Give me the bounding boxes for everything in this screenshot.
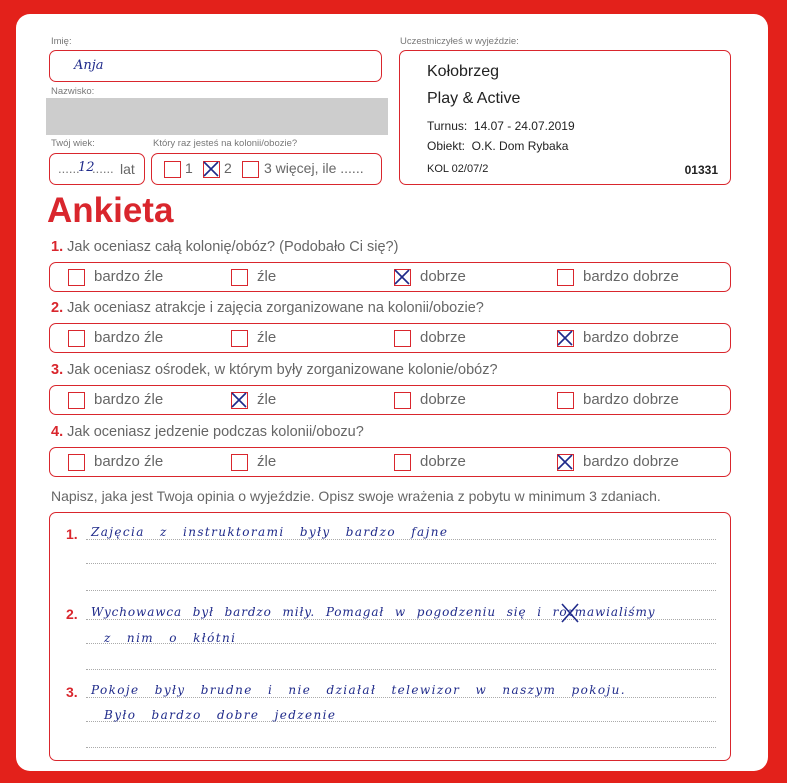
question-1-option-label: źle [257,268,277,285]
times-option-3: 3 więcej, ile ...... [264,160,364,176]
opinion-entry-text: Pokoje były brudne i nie działał telewizor w naszym pokoju. [91,683,627,697]
checkmark-x-icon [201,159,221,179]
question-4-option-label: źle [257,453,277,470]
question-1-checkbox-1[interactable] [68,269,85,286]
question-number: 3. [51,362,64,378]
question-2-option-label: dobrze [420,329,466,346]
writing-line [86,590,716,591]
question-3-option-label: bardzo źle [94,391,164,408]
participant-turnus: Turnus: 14.07 - 24.07.2019 [427,119,575,133]
question-text: Jak oceniasz jedzenie podczas kolonii/obozu? [67,424,364,440]
times-option-1: 1 [185,160,193,176]
opinion-entry-text: Wychowawca był bardzo miły. Pomagał w pogodzeniu się i rozmawialiśmy [91,605,656,619]
opinion-prompt: Napisz, jaka jest Twoja opinia o wyjeździe. Opisz swoje wrażenia z pobytu w minimum 3 zdaniach. [51,488,661,504]
question-1-option-label: bardzo dobrze [583,268,679,285]
survey-title: Ankieta [47,191,174,230]
question-4-checkbox-2[interactable] [231,454,248,471]
checkmark-x-icon [555,452,575,472]
question-2-checkbox-2[interactable] [231,330,248,347]
question-text: Jak oceniasz atrakcje i zajęcia zorganizowane na kolonii/obozie? [67,300,484,316]
question-2 [51,300,484,316]
age-dots-left: ...... [58,161,80,176]
checkmark-x-icon [392,267,412,287]
question-3-option-label: dobrze [420,391,466,408]
age-label: Twój wiek: [51,138,95,149]
name-label: Imię: [51,36,72,47]
participant-city: Kołobrzeg [427,63,500,80]
question-text: Jak oceniasz całą kolonię/obóz? (Podobało Ci się?) [67,239,399,255]
opinion-entry-text: Było bardzo dobre jedzenie [104,708,337,722]
times-option-2: 2 [224,160,232,176]
opinion-entry-number: 1. [66,526,78,542]
participant-obiekt: Obiekt: O.K. Dom Rybaka [427,139,569,153]
participant-box [399,50,731,185]
checkmark-x-icon [229,390,249,410]
name-value: Anja [74,58,104,73]
question-1-checkbox-2[interactable] [231,269,248,286]
opinion-entry-number: 2. [66,606,78,622]
question-4-checkbox-1[interactable] [68,454,85,471]
surname-redacted [46,98,388,135]
question-text: Jak oceniasz ośrodek, w którym były zorganizowane kolonie/obóz? [67,362,498,378]
question-1-option-label: bardzo źle [94,268,164,285]
question-4-checkbox-3[interactable] [394,454,411,471]
question-4-option-label: bardzo źle [94,453,164,470]
participant-label: Uczestniczyłeś w wyjeździe: [400,36,519,47]
question-4-checkbox-4[interactable] [557,454,574,471]
question-3-checkbox-2[interactable] [231,392,248,409]
cross-out-mark [559,601,581,625]
question-2-checkbox-1[interactable] [68,330,85,347]
participant-program: Play & Active [427,90,521,107]
writing-line [86,747,716,748]
question-2-option-label: źle [257,329,277,346]
opinion-entry-number: 3. [66,684,78,700]
question-2-option-label: bardzo dobrze [583,329,679,346]
age-dots-right: ...... [92,161,114,176]
checkmark-x-icon [555,328,575,348]
question-3-checkbox-1[interactable] [68,392,85,409]
surname-label: Nazwisko: [51,86,95,97]
times-checkbox-2[interactable] [203,161,220,178]
question-2-checkbox-4[interactable] [557,330,574,347]
question-1-checkbox-3[interactable] [394,269,411,286]
times-checkbox-3[interactable] [242,161,259,178]
question-3 [51,362,498,378]
age-field[interactable] [49,153,145,185]
times-checkbox-1[interactable] [164,161,181,178]
name-field[interactable] [49,50,382,82]
question-1-option-label: dobrze [420,268,466,285]
times-label: Który raz jesteś na kolonii/obozie? [153,138,298,149]
question-number: 2. [51,300,64,316]
opinion-entry-text: Zajęcia z instruktorami były bardzo fajne [91,525,449,539]
writing-line [86,539,716,540]
question-4-option-label: dobrze [420,453,466,470]
writing-line [86,697,716,698]
question-3-option-label: bardzo dobrze [583,391,679,408]
writing-line [86,669,716,670]
question-1-checkbox-4[interactable] [557,269,574,286]
participant-code: KOL 02/07/2 [427,163,489,175]
question-number: 1. [51,239,64,255]
age-unit: lat [120,161,135,177]
writing-line [86,619,716,620]
question-1 [51,239,398,255]
question-3-option-label: źle [257,391,277,408]
question-2-checkbox-3[interactable] [394,330,411,347]
participant-number: 01331 [684,163,718,177]
question-4 [51,424,364,440]
opinion-entry-text: z nim o kłótni [104,631,237,645]
age-value: 12 [78,160,95,175]
question-3-checkbox-3[interactable] [394,392,411,409]
question-number: 4. [51,424,64,440]
question-3-checkbox-4[interactable] [557,392,574,409]
question-2-option-label: bardzo źle [94,329,164,346]
question-4-option-label: bardzo dobrze [583,453,679,470]
writing-line [86,563,716,564]
